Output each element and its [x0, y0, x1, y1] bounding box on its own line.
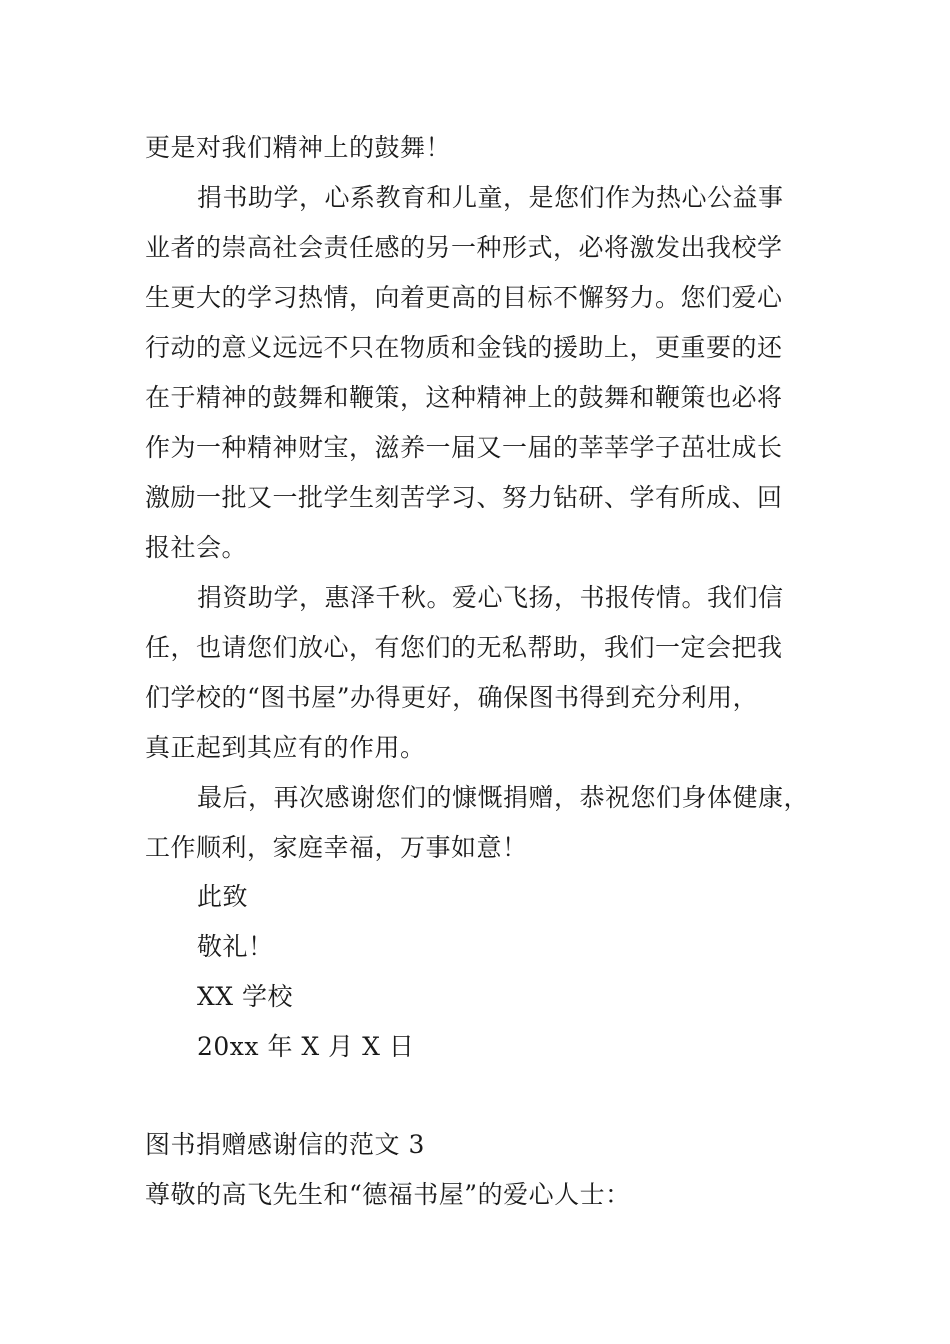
text-line: 行动的意义远远不只在物质和金钱的援助上，更重要的还 [145, 333, 783, 362]
paragraph-start: 捐书助学，心系教育和儿童，是您们作为热心公益事 [197, 183, 784, 212]
text-line: 报社会。 [145, 533, 248, 562]
text-line: 激励一批又一批学生刻苦学习、努力钻研、学有所成、回 [145, 483, 783, 512]
text-line: 作为一种精神财宝，滋养一届又一届的莘莘学子茁壮成长 [145, 433, 783, 462]
text-line: 真正起到其应有的作用。 [145, 733, 426, 762]
text-line: 任，也请您们放心，有您们的无私帮助，我们一定会把我 [145, 633, 783, 662]
signature-date: 20xx 年 X 月 X 日 [197, 1032, 415, 1061]
paragraph-start: 捐资助学，惠泽千秋。爱心飞扬，书报传情。我们信 [197, 583, 784, 612]
text-line: 们学校的“图书屋”办得更好，确保图书得到充分利用， [145, 683, 759, 712]
closing-salutation: 此致 [197, 882, 249, 911]
section-heading: 图书捐赠感谢信的范文 3 [145, 1130, 425, 1159]
text-line: 生更大的学习热情，向着更高的目标不懈努力。您们爱心 [145, 283, 783, 312]
text-line: 在于精神的鼓舞和鞭策，这种精神上的鼓舞和鞭策也必将 [145, 383, 783, 412]
letter-greeting: 尊敬的高飞先生和“德福书屋”的爱心人士： [145, 1180, 631, 1209]
signature-school: XX 学校 [197, 982, 294, 1011]
closing-regards: 敬礼！ [197, 932, 274, 961]
text-line: 工作顺利，家庭幸福，万事如意！ [145, 833, 528, 862]
paragraph-start: 最后，再次感谢您们的慷慨捐赠，恭祝您们身体健康， [197, 783, 810, 812]
text-line: 业者的崇高社会责任感的另一种形式，必将激发出我校学 [145, 233, 783, 262]
text-line: 更是对我们精神上的鼓舞！ [145, 133, 452, 162]
